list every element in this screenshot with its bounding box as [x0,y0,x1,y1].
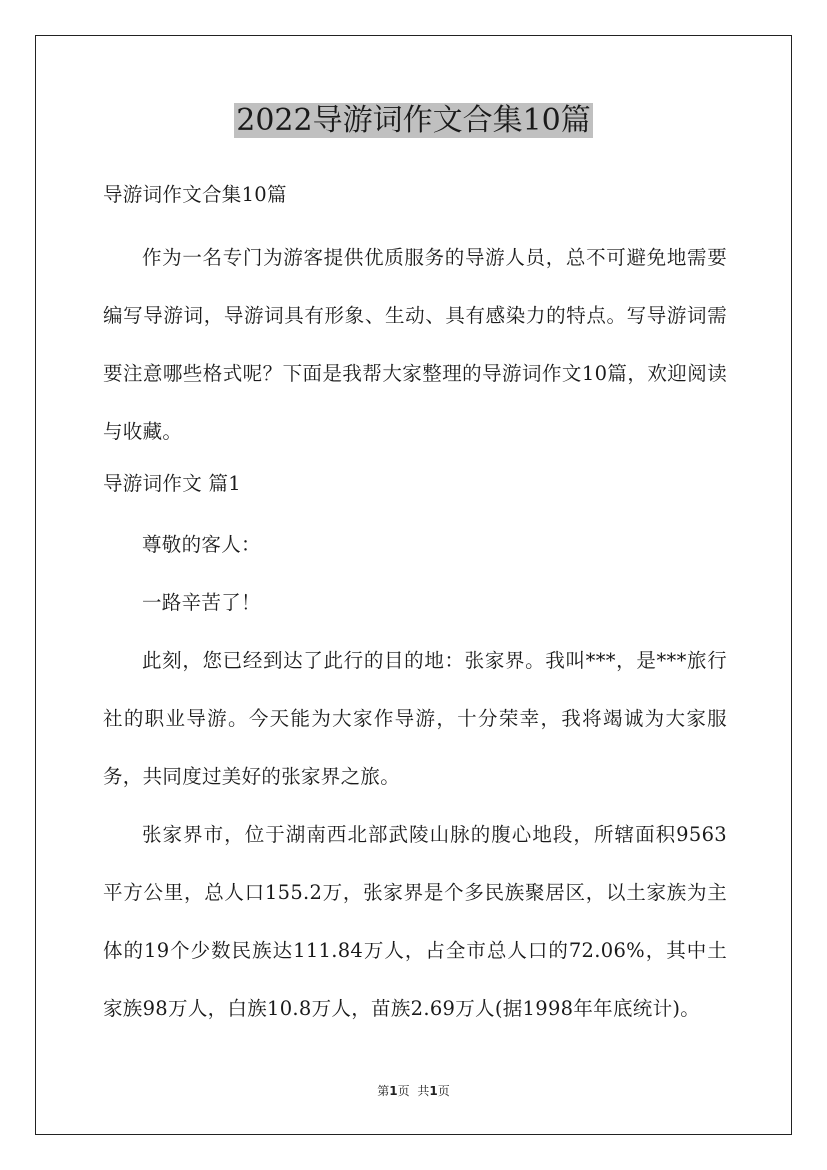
document-title-text: 2022导游词作文合集10篇 [236,103,591,138]
document-title [0,96,827,146]
document-subtitle: 导游词作文合集10篇 [103,183,287,206]
body-paragraph-2: 张家界市，位于湖南西北部武陵山脉的腹心地段，所辖面积9563平方公里，总人口155.2万，张家界是个多民族聚居区，以土家族为主体的19个少数民族达111.84万人，占全市总人口的72.06%，其中土家族98万人，白族10.8万人，苗族2.69万人(据1998年年底统计)。 [103,823,727,1020]
intro-paragraph: 作为一名专门为游客提供优质服务的导游人员，总不可避免地需要编写导游词，导游词具有形象、生动、具有感染力的特点。写导游词需要注意哪些格式呢？下面是我帮大家整理的导游词作文10篇，欢迎阅读与收藏。 [103,246,727,443]
page-suffix: 页 [397,1084,410,1098]
page-footer [0,1082,827,1099]
total-suffix: 页 [437,1084,450,1098]
section-heading: 导游词作文 篇1 [103,472,242,495]
document-body [103,172,727,1038]
page-number: 1 [389,1084,398,1098]
page-prefix: 第 [377,1084,390,1098]
body-paragraph-1: 此刻，您已经到达了此行的目的地：张家界。我叫***，是***旅行社的职业导游。今天能为大家作导游，十分荣幸，我将竭诚为大家服务，共同度过美好的张家界之旅。 [103,649,727,788]
total-prefix: 共 [417,1084,430,1098]
total-pages: 1 [429,1084,438,1098]
greeting-line: 尊敬的客人： [142,533,261,556]
welcome-line: 一路辛苦了！ [142,591,261,614]
